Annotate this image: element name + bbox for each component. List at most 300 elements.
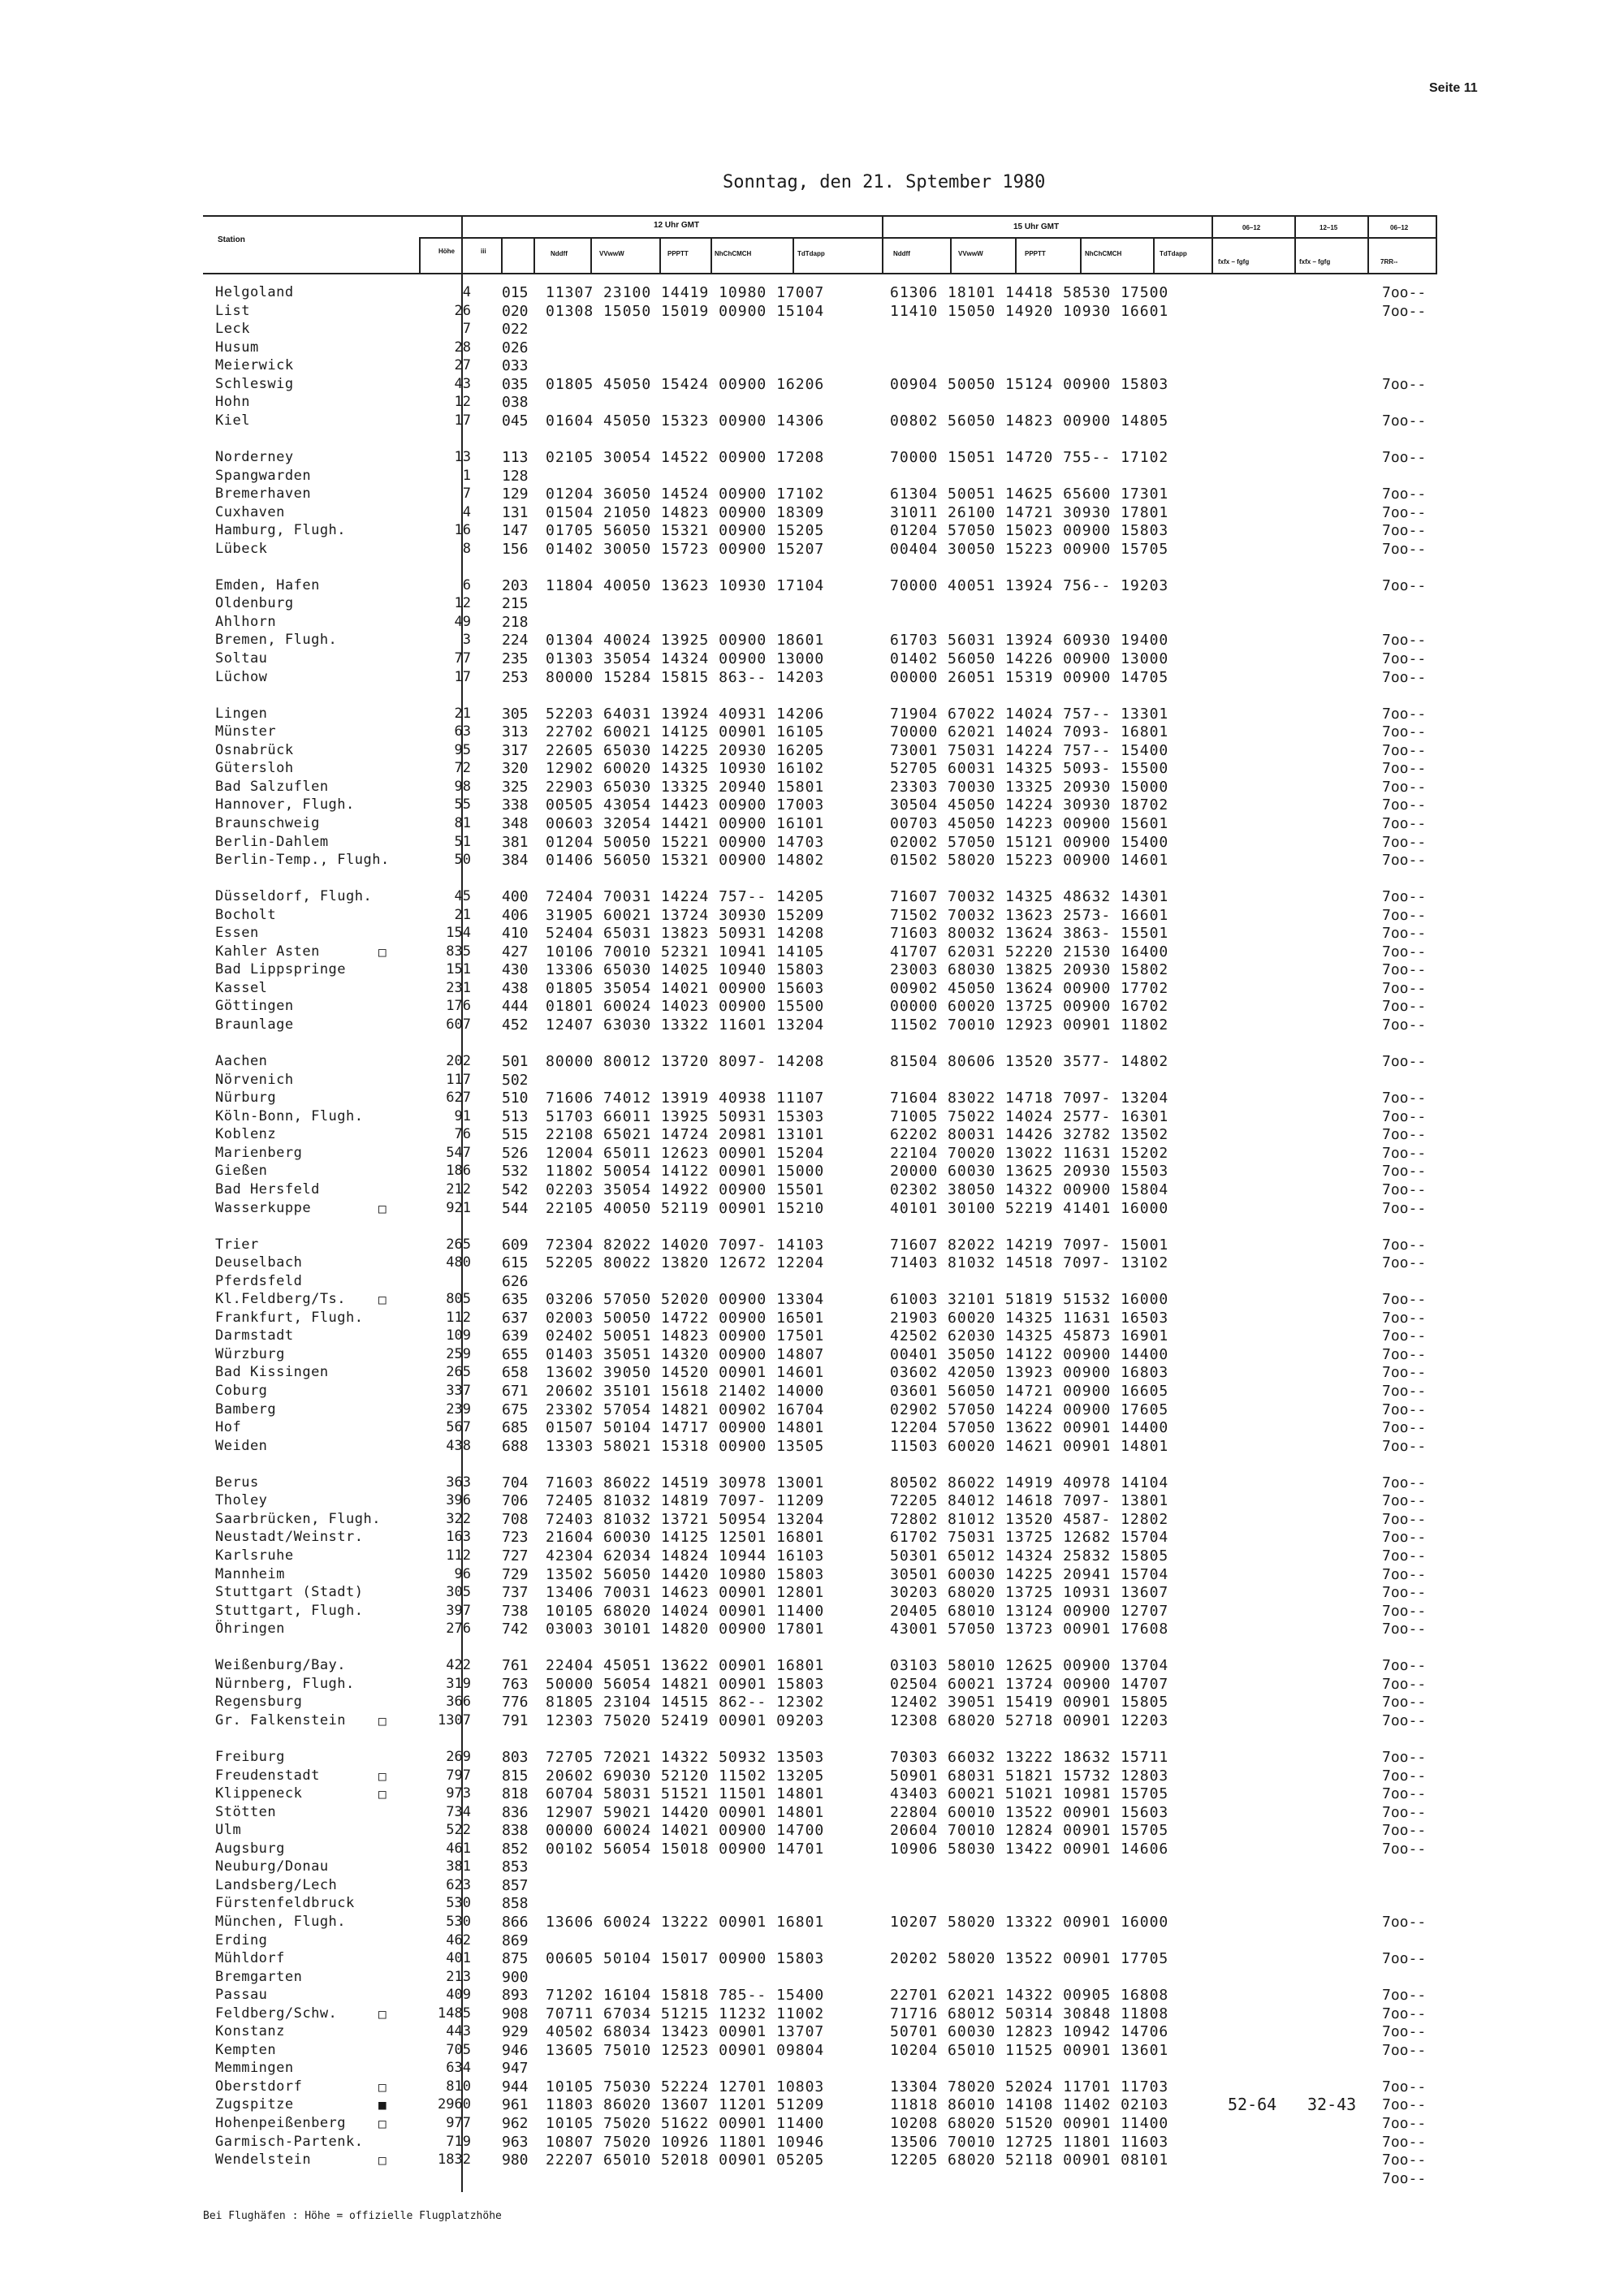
table-row [0,1602,1624,1621]
obs-15utc: 00904 50050 15124 00900 15803 [890,375,1169,393]
precip-code: 7oo-- [1382,961,1427,979]
station-name: Gütersloh [215,760,294,777]
obs-15utc: 43403 60021 51021 10981 15705 [890,1785,1169,1803]
precip-code: 7oo-- [1382,1180,1427,1198]
table-row [0,521,1624,540]
station-id: 129 [502,486,529,503]
obs-12utc: 03206 57050 52020 00900 13304 [546,1291,825,1309]
station-name: München, Flugh. [215,1913,347,1930]
station-id: 900 [502,1968,529,1986]
table-row [0,1309,1624,1327]
table-row [0,1089,1624,1107]
obs-15utc: 71005 75022 14024 2577- 16301 [890,1107,1169,1125]
station-name: Nörvenich [215,1071,294,1088]
obs-12utc: 01805 45050 15424 00900 16206 [546,375,825,393]
station-id: 962 [502,2115,529,2132]
precip-code: 7oo-- [1382,1437,1427,1455]
station-name: Klippeneck [215,1785,303,1802]
station-elevation: 8 [462,540,471,557]
station-id: 452 [502,1016,529,1034]
obs-15utc: 71716 68012 50314 30848 11808 [890,2005,1169,2022]
station-header: Station [218,235,245,244]
gust-12-15: 32-43 [1307,2095,1357,2115]
station-elevation: 443 [446,2023,471,2040]
station-elevation: 7 [462,486,471,503]
station-name: Stuttgart, Flugh. [215,1602,364,1619]
obs-12utc: 10807 75020 10926 11801 10946 [546,2133,825,2151]
station-elevation: 231 [446,979,471,996]
station-name: Hohn [215,394,250,411]
station-elevation: 607 [446,1016,471,1033]
obs-12utc: 10105 75030 52224 12701 10803 [546,2078,825,2095]
obs-15utc: 02504 60021 13724 00900 14707 [890,1675,1169,1693]
obs-15utc: 21903 60020 14325 11631 16503 [890,1309,1169,1327]
table-row [0,1656,1624,1675]
extra-top-1: 06–12 [1242,224,1261,231]
station-id: 729 [502,1565,529,1583]
station-id: 815 [502,1767,529,1785]
station-name: Freiburg [215,1749,285,1765]
obs-15utc: 11503 60020 14621 00901 14801 [890,1437,1169,1455]
table-row [0,851,1624,870]
station-id: 947 [502,2060,529,2078]
obs-15utc: 72205 84012 14618 7097- 13801 [890,1492,1169,1510]
col-12-ppptt: PPPTT [667,250,689,257]
precip-code: 7oo-- [1382,1950,1427,1968]
table-row [0,356,1624,375]
station-elevation: 16 [454,522,471,539]
table-row [0,503,1624,522]
precip-code: 7oo-- [1382,1785,1427,1803]
table-row [0,814,1624,833]
col-divider [710,237,712,273]
station-id: 737 [502,1584,529,1602]
table-row [0,1327,1624,1345]
table-row [0,613,1624,632]
obs-12utc: 22108 65021 14724 20981 13101 [546,1126,825,1144]
obs-12utc: 22207 65010 52018 00901 05205 [546,2151,825,2169]
obs-12utc: 80000 80012 13720 8097- 14208 [546,1053,825,1071]
precip-code: 7oo-- [1382,1107,1427,1125]
table-row [0,2151,1624,2169]
obs-12utc: 00605 50104 15017 00900 15803 [546,1950,825,1968]
station-name: Essen [215,925,259,942]
station-elevation: 305 [446,1584,471,1601]
precip-code: 7oo-- [1382,1364,1427,1382]
station-name: Nürnberg, Flugh. [215,1675,355,1692]
station-id: 858 [502,1895,529,1913]
obs-12utc: 02003 50050 14722 00900 16501 [546,1309,825,1327]
station-id: 688 [502,1437,529,1455]
station-name: Bremen, Flugh. [215,632,338,649]
station-elevation: 734 [446,1803,471,1820]
station-elevation: 12 [454,394,471,411]
extra-top-2: 12–15 [1320,224,1338,231]
table-row [0,1767,1624,1785]
table-row [0,759,1624,778]
obs-12utc: 01403 35051 14320 00900 14807 [546,1345,825,1363]
station-elevation: 381 [446,1858,471,1875]
station-elevation: 396 [446,1492,471,1509]
col-15-vvwww: VVwwW [958,250,983,257]
table-row [0,339,1624,357]
station-id: 742 [502,1621,529,1638]
station-id: 609 [502,1236,529,1254]
station-name: Aachen [215,1053,268,1070]
station-name: Helgoland [215,284,294,300]
table-row [0,1071,1624,1090]
table-row [0,631,1624,650]
station-id: 045 [502,412,529,429]
station-elevation: 95 [454,741,471,758]
station-elevation: 21 [454,705,471,722]
station-id: 637 [502,1309,529,1327]
extra-bottom-1: fxfx – fgfg [1218,258,1250,265]
station-elevation: 77 [454,650,471,667]
obs-12utc: 71606 74012 13919 40938 11107 [546,1090,825,1107]
station-id: 727 [502,1547,529,1564]
station-elevation: 6 [462,576,471,593]
station-name: Saarbrücken, Flugh. [215,1510,381,1527]
station-id: 427 [502,943,529,960]
obs-12utc: 13502 56050 14420 10980 15803 [546,1565,825,1583]
station-id: 944 [502,2078,529,2095]
precip-code: 7oo-- [1382,1694,1427,1711]
col-15-ppptt: PPPTT [1025,250,1046,257]
station-elevation: 366 [446,1694,471,1711]
table-row [0,1675,1624,1694]
col-divider [1080,237,1082,273]
station-id: 305 [502,705,529,723]
precip-code: 7oo-- [1382,1510,1427,1528]
station-name: Wasserkuppe [215,1199,312,1216]
precip-code: 7oo-- [1382,1675,1427,1693]
obs-12utc: 01406 56050 15321 00900 14802 [546,852,825,870]
station-id: 852 [502,1840,529,1858]
precip-code: 7oo-- [1382,375,1427,393]
col-15-clouds: NhChCMCH [1085,250,1122,257]
group-gap [0,558,1624,576]
station-elevation: 3 [462,632,471,649]
obs-15utc: 02902 57050 14224 00900 17605 [890,1400,1169,1418]
station-id: 235 [502,650,529,667]
obs-15utc: 20604 70010 12824 00901 15705 [890,1822,1169,1840]
precip-code: 7oo-- [1382,1987,1427,2005]
table-row [0,1382,1624,1400]
station-name: Koblenz [215,1126,277,1143]
station-elevation: 163 [446,1529,471,1546]
table-row [0,1290,1624,1309]
table-row [0,2005,1624,2023]
obs-15utc: 71403 81032 14518 7097- 13102 [890,1254,1169,1272]
precip-code: 7oo-- [1382,979,1427,997]
station-name: Feldberg/Schw. [215,2005,338,2022]
precip-code: 7oo-- [1382,632,1427,650]
table-row [0,1840,1624,1858]
obs-12utc: 01604 45050 15323 00900 14306 [546,412,825,429]
station-elevation: 13 [454,448,471,465]
station-id: 866 [502,1913,529,1931]
table-row [0,1528,1624,1547]
station-elevation: 1832 [438,2151,471,2169]
station-mark: □ [378,2078,387,2095]
obs-15utc: 31011 26100 14721 30930 17801 [890,503,1169,521]
precip-code: 7oo-- [1382,943,1427,960]
station-name: Lüchow [215,668,268,685]
extra-bottom-2: fxfx – fgfg [1299,258,1331,265]
group-gap [0,1217,1624,1236]
station-id: 317 [502,741,529,759]
table-row [0,2169,1624,2188]
obs-15utc: 42502 62030 14325 45873 16901 [890,1327,1169,1345]
table-row [0,2133,1624,2151]
obs-12utc: 00603 32054 14421 00900 16101 [546,814,825,832]
station-id: 706 [502,1492,529,1510]
station-name: Freudenstadt [215,1767,320,1784]
table-row [0,1785,1624,1803]
station-name: Soltau [215,650,268,667]
table-row [0,1821,1624,1840]
station-id: 215 [502,595,529,613]
obs-15utc: 81504 80606 13520 3577- 14802 [890,1053,1169,1071]
extra-top-3: 06–12 [1390,224,1409,231]
station-id: 113 [502,448,529,466]
col-divider [950,237,952,273]
station-elevation: 805 [446,1291,471,1308]
station-elevation: 151 [446,961,471,978]
precip-code: 7oo-- [1382,1016,1427,1034]
station-elevation: 27 [454,357,471,374]
precip-code: 7oo-- [1382,1474,1427,1491]
obs-12utc: 12907 59021 14420 00901 14801 [546,1803,825,1821]
station-id: 015 [502,284,529,301]
group-gap [0,1729,1624,1748]
obs-12utc: 52404 65031 13823 50931 14208 [546,925,825,943]
obs-15utc: 70000 62021 14024 7093- 16801 [890,723,1169,741]
precip-code: 7oo-- [1382,1840,1427,1858]
station-id: 224 [502,632,529,650]
station-elevation: 623 [446,1876,471,1893]
station-elevation: 109 [446,1327,471,1344]
obs-15utc: 01502 58020 15223 00900 14601 [890,852,1169,870]
obs-15utc: 10207 58020 13322 00901 16000 [890,1913,1169,1931]
station-id: 542 [502,1180,529,1198]
obs-15utc: 70000 15051 14720 755-- 17102 [890,448,1169,466]
station-name: Gießen [215,1163,268,1180]
obs-12utc: 11804 40050 13623 10930 17104 [546,576,825,594]
station-elevation: 98 [454,778,471,795]
station-name: Berlin-Temp., Flugh. [215,852,390,869]
obs-12utc: 70711 67034 51215 11232 11002 [546,2005,825,2022]
station-name: Kempten [215,2041,277,2058]
table-row [0,1345,1624,1364]
obs-12utc: 13303 58021 15318 00900 13505 [546,1437,825,1455]
obs-15utc: 61304 50051 14625 65600 17301 [890,486,1169,503]
group-gap [0,1638,1624,1657]
obs-12utc: 13406 70031 14623 00901 12801 [546,1584,825,1602]
obs-12utc: 22404 45051 13622 00901 16801 [546,1657,825,1675]
station-elevation: 634 [446,2060,471,2077]
station-id: 857 [502,1876,529,1894]
station-id: 022 [502,321,529,339]
col-15-nddff: Nddff [893,250,910,257]
precip-code: 7oo-- [1382,925,1427,943]
obs-15utc: 61703 56031 13924 60930 19400 [890,632,1169,650]
precip-code: 7oo-- [1382,412,1427,429]
obs-12utc: 52205 80022 13820 12672 12204 [546,1254,825,1272]
station-id: 203 [502,576,529,594]
footnote: Bei Flughäfen : Höhe = offizielle Flugplatzhöhe [203,2210,502,2222]
station-name: Köln-Bonn, Flugh. [215,1107,364,1124]
obs-12utc: 01801 60024 14023 00900 15500 [546,998,825,1016]
station-id: 763 [502,1675,529,1693]
station-mark: ■ [378,2097,387,2113]
table-row [0,997,1624,1016]
obs-15utc: 00000 26051 15319 00900 14705 [890,668,1169,686]
table-row [0,1583,1624,1602]
obs-15utc: 11818 86010 14108 11402 02103 [890,2096,1169,2114]
station-elevation: 973 [446,1785,471,1802]
station-elevation: 81 [454,814,471,831]
col-divider [1153,237,1155,273]
table-row [0,1931,1624,1950]
precip-code: 7oo-- [1382,1822,1427,1840]
col-12-nddff: Nddff [551,250,568,257]
obs-12utc: 01507 50104 14717 00900 14801 [546,1419,825,1437]
station-elevation: 397 [446,1602,471,1619]
station-name: Norderney [215,448,294,465]
station-elevation: 322 [446,1510,471,1527]
obs-12utc: 72405 81032 14819 7097- 11209 [546,1492,825,1510]
station-id: 675 [502,1400,529,1418]
station-elevation: 17 [454,668,471,685]
station-elevation: 186 [446,1163,471,1180]
station-name: Lübeck [215,540,268,557]
station-name: Hannover, Flugh. [215,796,355,814]
obs-15utc: 12205 68020 52118 00901 08101 [890,2151,1169,2169]
station-id: 615 [502,1254,529,1272]
obs-15utc: 71603 80032 13624 3863- 15501 [890,925,1169,943]
precip-code: 7oo-- [1382,668,1427,686]
precip-code: 7oo-- [1382,576,1427,594]
station-id: 384 [502,852,529,870]
station-elevation: 921 [446,1199,471,1216]
station-name: Mühldorf [215,1950,285,1967]
table-top-rule [203,215,1437,217]
group-gap [0,429,1624,448]
station-id: 406 [502,906,529,924]
station-elevation: 72 [454,760,471,777]
station-name: Braunschweig [215,814,320,831]
precip-code: 7oo-- [1382,1492,1427,1510]
station-name: Weiden [215,1437,268,1454]
obs-15utc: 12402 39051 15419 00901 15805 [890,1694,1169,1711]
obs-12utc: 02203 35054 14922 00900 15501 [546,1180,825,1198]
station-id: 038 [502,394,529,412]
hoehe-header: Höhe [438,248,455,255]
table-row [0,2059,1624,2078]
obs-15utc: 01204 57050 15023 00900 15803 [890,522,1169,540]
station-id: 430 [502,961,529,979]
precip-code: 7oo-- [1382,1199,1427,1217]
precip-code: 7oo-- [1382,778,1427,796]
obs-12utc: 22105 40050 52119 00901 15210 [546,1199,825,1217]
station-elevation: 213 [446,1968,471,1985]
table-row [0,1986,1624,2005]
station-name: Augsburg [215,1840,285,1857]
precip-code: 7oo-- [1382,1419,1427,1437]
station-elevation: 154 [446,925,471,942]
station-name: Nürburg [215,1090,277,1107]
station-elevation: 4 [462,503,471,520]
station-elevation: 112 [446,1309,471,1326]
station-name: Pferdsfeld [215,1272,303,1289]
obs-12utc: 02105 30054 14522 00900 17208 [546,448,825,466]
station-id: 438 [502,979,529,997]
station-name: Münster [215,723,277,740]
station-name: Neustadt/Weinstr. [215,1529,364,1546]
obs-12utc: 10105 75020 51622 00901 11400 [546,2115,825,2132]
iii-header: iii [481,248,486,255]
station-id: 869 [502,1931,529,1949]
precip-code: 7oo-- [1382,2133,1427,2151]
precip-code: 7oo-- [1382,2169,1427,2187]
station-mark: □ [378,943,387,960]
table-row [0,1144,1624,1163]
precip-code: 7oo-- [1382,486,1427,503]
obs-12utc: 11802 50054 14122 00901 15000 [546,1163,825,1180]
station-name: Garmisch-Partenk. [215,2133,364,2150]
col-divider [1015,237,1017,273]
obs-12utc: 13602 39050 14520 00901 14601 [546,1364,825,1382]
obs-15utc: 10204 65010 11525 00901 13601 [890,2041,1169,2059]
obs-12utc: 01304 40024 13925 00900 18601 [546,632,825,650]
obs-15utc: 50701 60030 12823 10942 14706 [890,2023,1169,2041]
station-name: Meierwick [215,357,294,374]
obs-15utc: 11410 15050 14920 10930 16601 [890,302,1169,320]
precip-code: 7oo-- [1382,741,1427,759]
obs-12utc: 22605 65030 14225 20930 16205 [546,741,825,759]
precip-code: 7oo-- [1382,998,1427,1016]
obs-12utc: 71603 86022 14519 30978 13001 [546,1474,825,1491]
obs-12utc: 72705 72021 14322 50932 13503 [546,1749,825,1766]
station-id: 908 [502,2005,529,2022]
precip-code: 7oo-- [1382,1327,1427,1345]
station-elevation: 480 [446,1254,471,1271]
station-mark: □ [378,1292,387,1308]
precip-code: 7oo-- [1382,1565,1427,1583]
obs-15utc: 71604 83022 14718 7097- 13204 [890,1090,1169,1107]
station-name: Husum [215,339,259,356]
obs-12utc: 72304 82022 14020 7097- 14103 [546,1236,825,1254]
station-elevation: 259 [446,1345,471,1362]
obs-15utc: 12204 57050 13622 00901 14400 [890,1419,1169,1437]
station-id: 963 [502,2133,529,2151]
obs-15utc: 61306 18101 14418 58530 17500 [890,284,1169,301]
station-elevation: 567 [446,1419,471,1436]
station-name: Bad Kissingen [215,1364,329,1381]
station-mark: □ [378,1767,387,1784]
obs-15utc: 52705 60031 14325 5093- 15500 [890,760,1169,778]
station-id: 961 [502,2096,529,2114]
gust-06-12: 52-64 [1228,2095,1277,2115]
station-id: 348 [502,814,529,832]
station-elevation: 265 [446,1364,471,1381]
station-elevation: 547 [446,1144,471,1161]
station-name: Bremerhaven [215,486,312,503]
precip-code: 7oo-- [1382,1236,1427,1254]
station-name: Berlin-Dahlem [215,833,329,850]
